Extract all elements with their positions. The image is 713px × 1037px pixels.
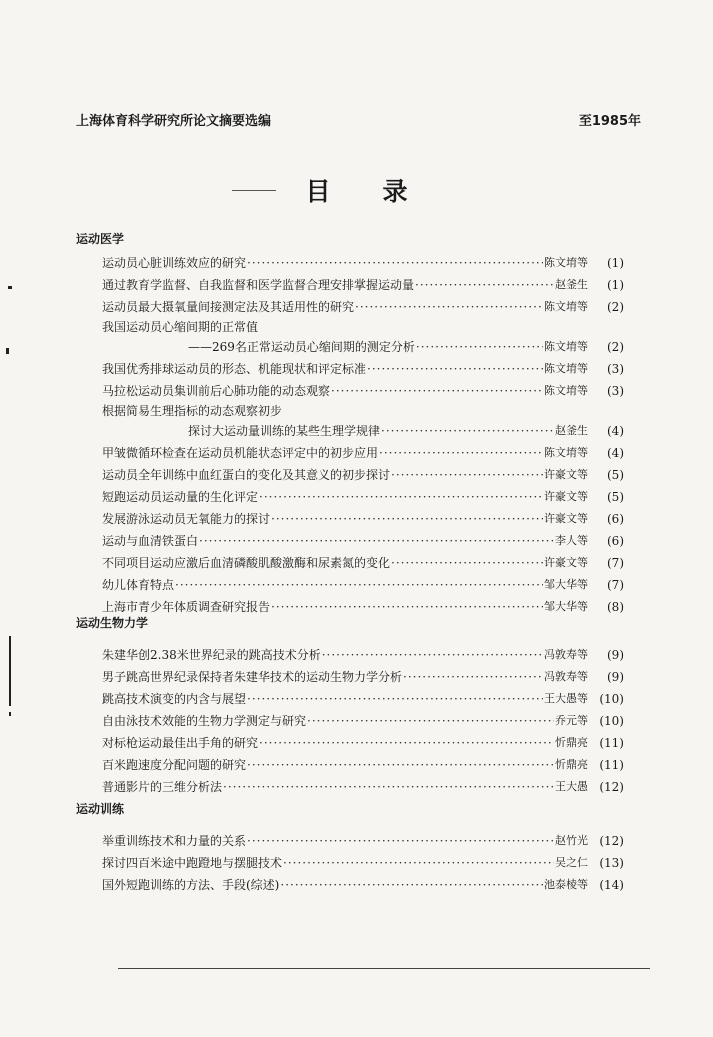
entry-title: 运动员最大摄氧量间接测定法及其适用性的研究 xyxy=(102,300,355,314)
toc-entry xyxy=(102,686,624,706)
entry-title: 探讨大运动量训练的某些生理学规律 xyxy=(188,424,381,438)
entry-title: 自由泳技术效能的生物力学测定与研究 xyxy=(102,714,307,728)
toc-entry xyxy=(102,594,624,614)
entry-author: 许豪文等 xyxy=(544,490,588,503)
toc-entry xyxy=(102,572,624,592)
dot-leader xyxy=(259,490,543,504)
entry-title: 发展游泳运动员无氧能力的探讨 xyxy=(102,512,271,526)
section-heading: 运动训练 xyxy=(76,802,125,816)
entry-page-number: (4) xyxy=(607,446,624,460)
entry-page-number: (11) xyxy=(599,736,624,750)
toc-entry xyxy=(102,250,624,270)
dot-leader xyxy=(259,736,554,750)
entry-title: 运动员心脏训练效应的研究 xyxy=(102,256,247,270)
entry-author: 冯敦寿等 xyxy=(544,648,588,661)
entry-title: 普通影片的三维分析法 xyxy=(102,780,223,794)
scan-mark xyxy=(8,286,12,289)
entry-page-number: (14) xyxy=(599,878,624,892)
entry-page-number: (6) xyxy=(607,534,624,548)
entry-title: ——269名正常运动员心缩间期的测定分析 xyxy=(188,340,415,354)
toc-entry xyxy=(102,664,624,684)
entry-author: 忻鼎亮 xyxy=(555,736,588,749)
dot-leader xyxy=(416,340,543,354)
dot-leader xyxy=(403,670,543,684)
entry-page-number: (5) xyxy=(607,490,624,504)
entry-page-number: (6) xyxy=(607,512,624,526)
entry-author: 陈文堉等 xyxy=(544,362,588,375)
scan-mark xyxy=(9,712,11,716)
toc-entry xyxy=(102,272,624,292)
dot-leader xyxy=(355,300,543,314)
entry-author: 赵竹光 xyxy=(555,834,588,847)
dot-leader xyxy=(175,578,543,592)
entry-title: 幼儿体育特点 xyxy=(102,578,175,592)
page-title: 目录 xyxy=(305,177,460,206)
entry-author: 忻鼎亮 xyxy=(555,758,588,771)
entry-title: 马拉松运动员集训前后心肺功能的动态观察 xyxy=(102,384,331,398)
toc-entry xyxy=(102,528,624,548)
dot-leader xyxy=(223,780,554,794)
dot-leader xyxy=(247,256,543,270)
entry-page-number: (1) xyxy=(607,256,624,270)
entry-page-number: (3) xyxy=(607,362,624,376)
toc-entry xyxy=(102,774,624,794)
entry-page-number: (4) xyxy=(607,424,624,438)
entry-author: 陈文堉等 xyxy=(544,446,588,459)
entry-author: 池泰棱等 xyxy=(544,878,588,891)
toc-entry xyxy=(102,378,624,398)
entry-author: 冯敦寿等 xyxy=(544,670,588,683)
entry-page-number: (12) xyxy=(599,780,624,794)
toc-entry xyxy=(102,828,624,848)
entry-page-number: (2) xyxy=(607,300,624,314)
dot-leader xyxy=(271,600,543,614)
toc-entry xyxy=(102,440,624,460)
entry-author: 许豪文等 xyxy=(544,468,588,481)
toc-entry xyxy=(102,506,624,526)
dot-leader xyxy=(391,468,543,482)
entry-title: 跳高技术演变的内含与展望 xyxy=(102,692,247,706)
toc-entry xyxy=(102,752,624,772)
toc-entry xyxy=(102,642,624,662)
toc-entry xyxy=(102,708,624,728)
entry-title: 运动与血清铁蛋白 xyxy=(102,534,199,548)
dot-leader xyxy=(331,384,543,398)
entry-heading-line: 根据简易生理指标的动态观察初步 xyxy=(102,404,283,418)
entry-page-number: (7) xyxy=(607,578,624,592)
entry-title: 探讨四百米途中跑蹬地与摆腿技术 xyxy=(102,856,283,870)
dot-leader xyxy=(381,424,554,438)
entry-title: 对标枪运动最佳出手角的研究 xyxy=(102,736,259,750)
toc-entry xyxy=(102,462,624,482)
entry-page-number: (10) xyxy=(599,692,624,706)
dot-leader xyxy=(415,278,554,292)
entry-title: 男子跳高世界纪录保持者朱建华技术的运动生物力学分析 xyxy=(102,670,403,684)
scan-mark xyxy=(6,348,9,354)
toc-entry xyxy=(102,484,624,504)
entry-title: 百米跑速度分配问题的研究 xyxy=(102,758,247,772)
dot-leader xyxy=(283,856,554,870)
dot-leader xyxy=(280,878,543,892)
entry-heading-line: 我国运动员心缩间期的正常值 xyxy=(102,320,259,334)
entry-page-number: (12) xyxy=(599,834,624,848)
entry-page-number: (3) xyxy=(607,384,624,398)
entry-title: 我国优秀排球运动员的形态、机能现状和评定标准 xyxy=(102,362,367,376)
section-heading: 运动生物力学 xyxy=(76,616,149,630)
entry-page-number: (8) xyxy=(607,600,624,614)
entry-author: 许豪文等 xyxy=(544,556,588,569)
entry-author: 王大愚 xyxy=(555,780,588,793)
entry-author: 陈文堉等 xyxy=(544,384,588,397)
entry-author: 吴之仁 xyxy=(555,856,588,869)
toc-entry xyxy=(102,730,624,750)
toc-entry xyxy=(102,872,624,892)
dot-leader xyxy=(307,714,554,728)
dot-leader xyxy=(247,758,554,772)
entry-page-number: (9) xyxy=(607,670,624,684)
entry-title: 通过教育学监督、自我监督和医学监督合理安排掌握运动量 xyxy=(102,278,415,292)
bottom-rule xyxy=(118,968,650,969)
entry-page-number: (7) xyxy=(607,556,624,570)
entry-author: 邹大华等 xyxy=(544,600,588,613)
entry-title: 短跑运动员运动量的生化评定 xyxy=(102,490,259,504)
entry-title: 朱建华创2.38米世界纪录的跳高技术分析 xyxy=(102,648,321,662)
toc-entry xyxy=(188,418,624,438)
entry-title: 国外短跑训练的方法、手段(综述) xyxy=(102,878,280,892)
toc-entry xyxy=(102,294,624,314)
dot-leader xyxy=(247,834,554,848)
entry-page-number: (10) xyxy=(599,714,624,728)
toc-entry xyxy=(102,550,624,570)
entry-page-number: (1) xyxy=(607,278,624,292)
dot-leader xyxy=(379,446,543,460)
running-header xyxy=(76,110,641,130)
entry-title: 不同项目运动应激后血清磷酸肌酸激酶和尿素氮的变化 xyxy=(102,556,391,570)
entry-page-number: (11) xyxy=(599,758,624,772)
entry-author: 许豪文等 xyxy=(544,512,588,525)
entry-author: 陈文堉等 xyxy=(544,256,588,269)
entry-page-number: (9) xyxy=(607,648,624,662)
entry-author: 乔元等 xyxy=(555,714,588,727)
dot-leader xyxy=(391,556,543,570)
dot-leader xyxy=(199,534,554,548)
dot-leader xyxy=(271,512,543,526)
collection-title: 上海体育科学研究所论文摘要选编 xyxy=(76,114,272,129)
entry-author: 王大愚等 xyxy=(544,692,588,705)
entry-page-number: (5) xyxy=(607,468,624,482)
scan-mark xyxy=(9,636,11,706)
section-heading: 运动医学 xyxy=(76,232,125,246)
entry-author: 陈文堉等 xyxy=(544,340,588,353)
entry-author: 陈文堉等 xyxy=(544,300,588,313)
toc-entry xyxy=(102,356,624,376)
entry-page-number: (13) xyxy=(599,856,624,870)
dot-leader xyxy=(322,648,543,662)
entry-title: 举重训练技术和力量的关系 xyxy=(102,834,247,848)
entry-title: 甲皱微循环检查在运动员机能状态评定中的初步应用 xyxy=(102,446,379,460)
toc-entry xyxy=(102,850,624,870)
dot-leader xyxy=(367,362,543,376)
entry-page-number: (2) xyxy=(607,340,624,354)
entry-author: 李人等 xyxy=(555,534,588,547)
entry-title: 运动员全年训练中血红蛋白的变化及其意义的初步探讨 xyxy=(102,468,391,482)
year-range: 至1985年 xyxy=(578,114,641,129)
entry-author: 邹大华等 xyxy=(544,578,588,591)
entry-title: 上海市青少年体质调查研究报告 xyxy=(102,600,271,614)
entry-author: 赵釜生 xyxy=(555,278,588,291)
dot-leader xyxy=(247,692,543,706)
entry-author: 赵釜生 xyxy=(555,424,588,437)
toc-entry xyxy=(188,334,624,354)
